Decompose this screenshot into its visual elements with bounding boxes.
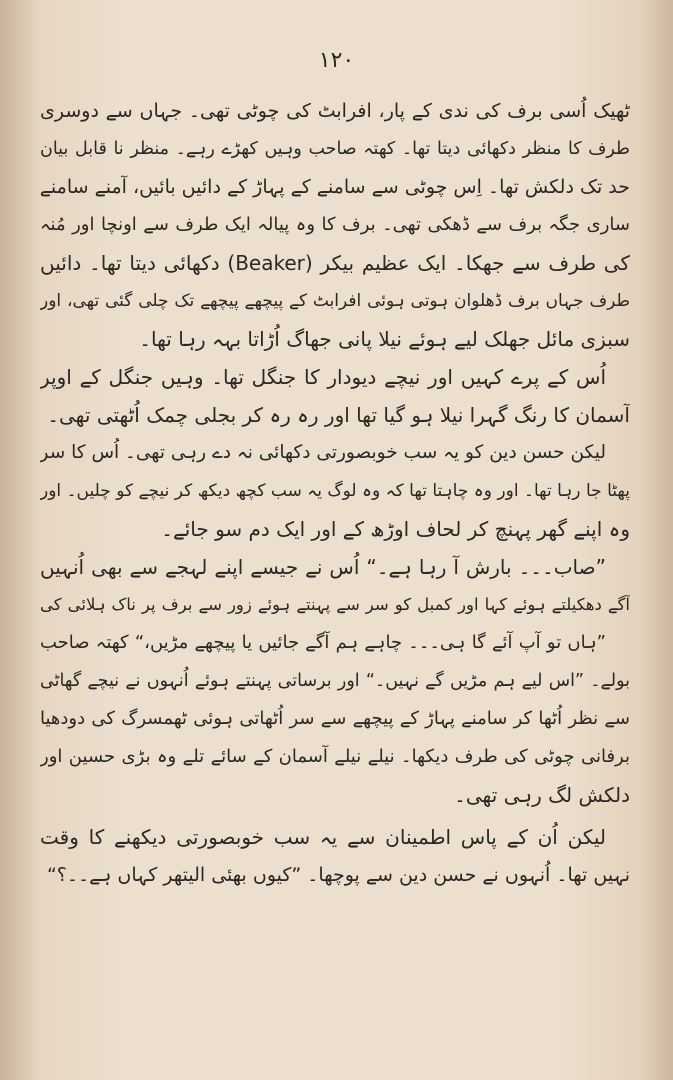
text-line: سبزی مائل جھلک لیے ہوئے نیلا پانی جھاگ اُڑاتا بہہ رہا تھا۔	[139, 327, 630, 351]
text-line: ٹھیک اُسی برف کی ندی کے پار، افرابٹ کی چوٹی تھی۔ جہاں سے دوسری	[40, 100, 630, 122]
text-line: نہیں تھا۔ اُنہوں نے حسن دین سے پوچھا۔ ”کیوں بھئی الیتھر کہاں ہے۔۔؟“	[46, 864, 630, 886]
text-line: آسمان کا رنگ گہرا نیلا ہو گیا تھا اور رہ رہ کر بجلی چمک اُٹھتی تھی۔	[47, 403, 630, 427]
text-line: ”صاب۔۔۔ بارش آ رہا ہے۔“ اُس نے جیسے اپنے لہجے سے بھی اُنہیں	[40, 555, 606, 579]
text-line: ”ہاں تو آپ آئے گا ہی۔۔۔ چاہے ہم آگے جائیں یا پیچھے مڑیں،“ کھتہ صاحب	[40, 632, 606, 653]
text-line: طرف کا منظر دکھائی دیتا تھا۔ کھتہ صاحب وہیں کھڑے رہے۔ منظر نا قابل بیان	[40, 139, 630, 159]
text-line: حد تک دلکش تھا۔ اِس چوٹی سے سامنے کے پہاڑ کے دائیں بائیں، آمنے سامنے	[40, 176, 630, 198]
text-line: اُس کے پرے کہیں اور نیچے دیودار کا جنگل تھا۔ وہیں جنگل کے اوپر	[40, 365, 606, 389]
text-line: بولے۔ ”اس لیے ہم مڑیں گے نہیں۔“ اور برساتی پہنتے ہوئے اُنہوں نے نیچے گھاٹی	[40, 671, 630, 691]
body-text	[40, 92, 630, 894]
text-line: لیکن حسن دین کو یہ سب خوبصورتی دکھائی نہ دے رہی تھی۔ اُس کا سر	[40, 442, 606, 463]
text-line: وہ اپنے گھر پہنچ کر لحاف اوڑھ کے اور ایک دم سو جائے۔	[161, 517, 630, 541]
page-number: ۱۲۰	[318, 48, 355, 73]
text-line: دلکش لگ رہی تھی۔	[454, 783, 630, 807]
text-line: برفانی چوٹی کی طرف دیکھا۔ نیلے نیلے آسمان کے سائے تلے وہ بڑی حسین اور	[40, 746, 630, 767]
text-line: پھٹا جا رہا تھا۔ اور وہ چاہتا تھا کہ وہ لوگ یہ سب کچھ دیکھ کر نیچے کو چلیں۔ اور	[40, 481, 630, 501]
text-line: طرف جہاں برف ڈھلوان ہوتی ہوئی افرابٹ کے پیچھے پیچھے تک چلی گئی تھی، اور	[40, 291, 630, 311]
text-line: کی طرف سے جھکا۔ ایک عظیم بیکر (Beaker) دکھائی دیتا تھا۔ دائیں	[40, 251, 630, 275]
text-line: لیکن اُن کے پاس اطمینان سے یہ سب خوبصورتی دیکھنے کا وقت	[40, 825, 606, 849]
text-line: ساری جگہ برف سے ڈھکی تھی۔ برف کا وہ پیالہ ایک طرف سے اونچا اور مُنہ	[40, 214, 630, 235]
text-line: آگے دھکیلتے ہوئے کہا اور کمبل کو سر سے پہنتے ہوئے زور سے برف پر ناک ہلائی کی	[40, 595, 630, 614]
text-line: سے نظر اُٹھا کر سامنے پہاڑ کے پیچھے سے سر اُٹھاتی ہوئی ٹھمسرگ کی دودھیا	[40, 708, 630, 729]
